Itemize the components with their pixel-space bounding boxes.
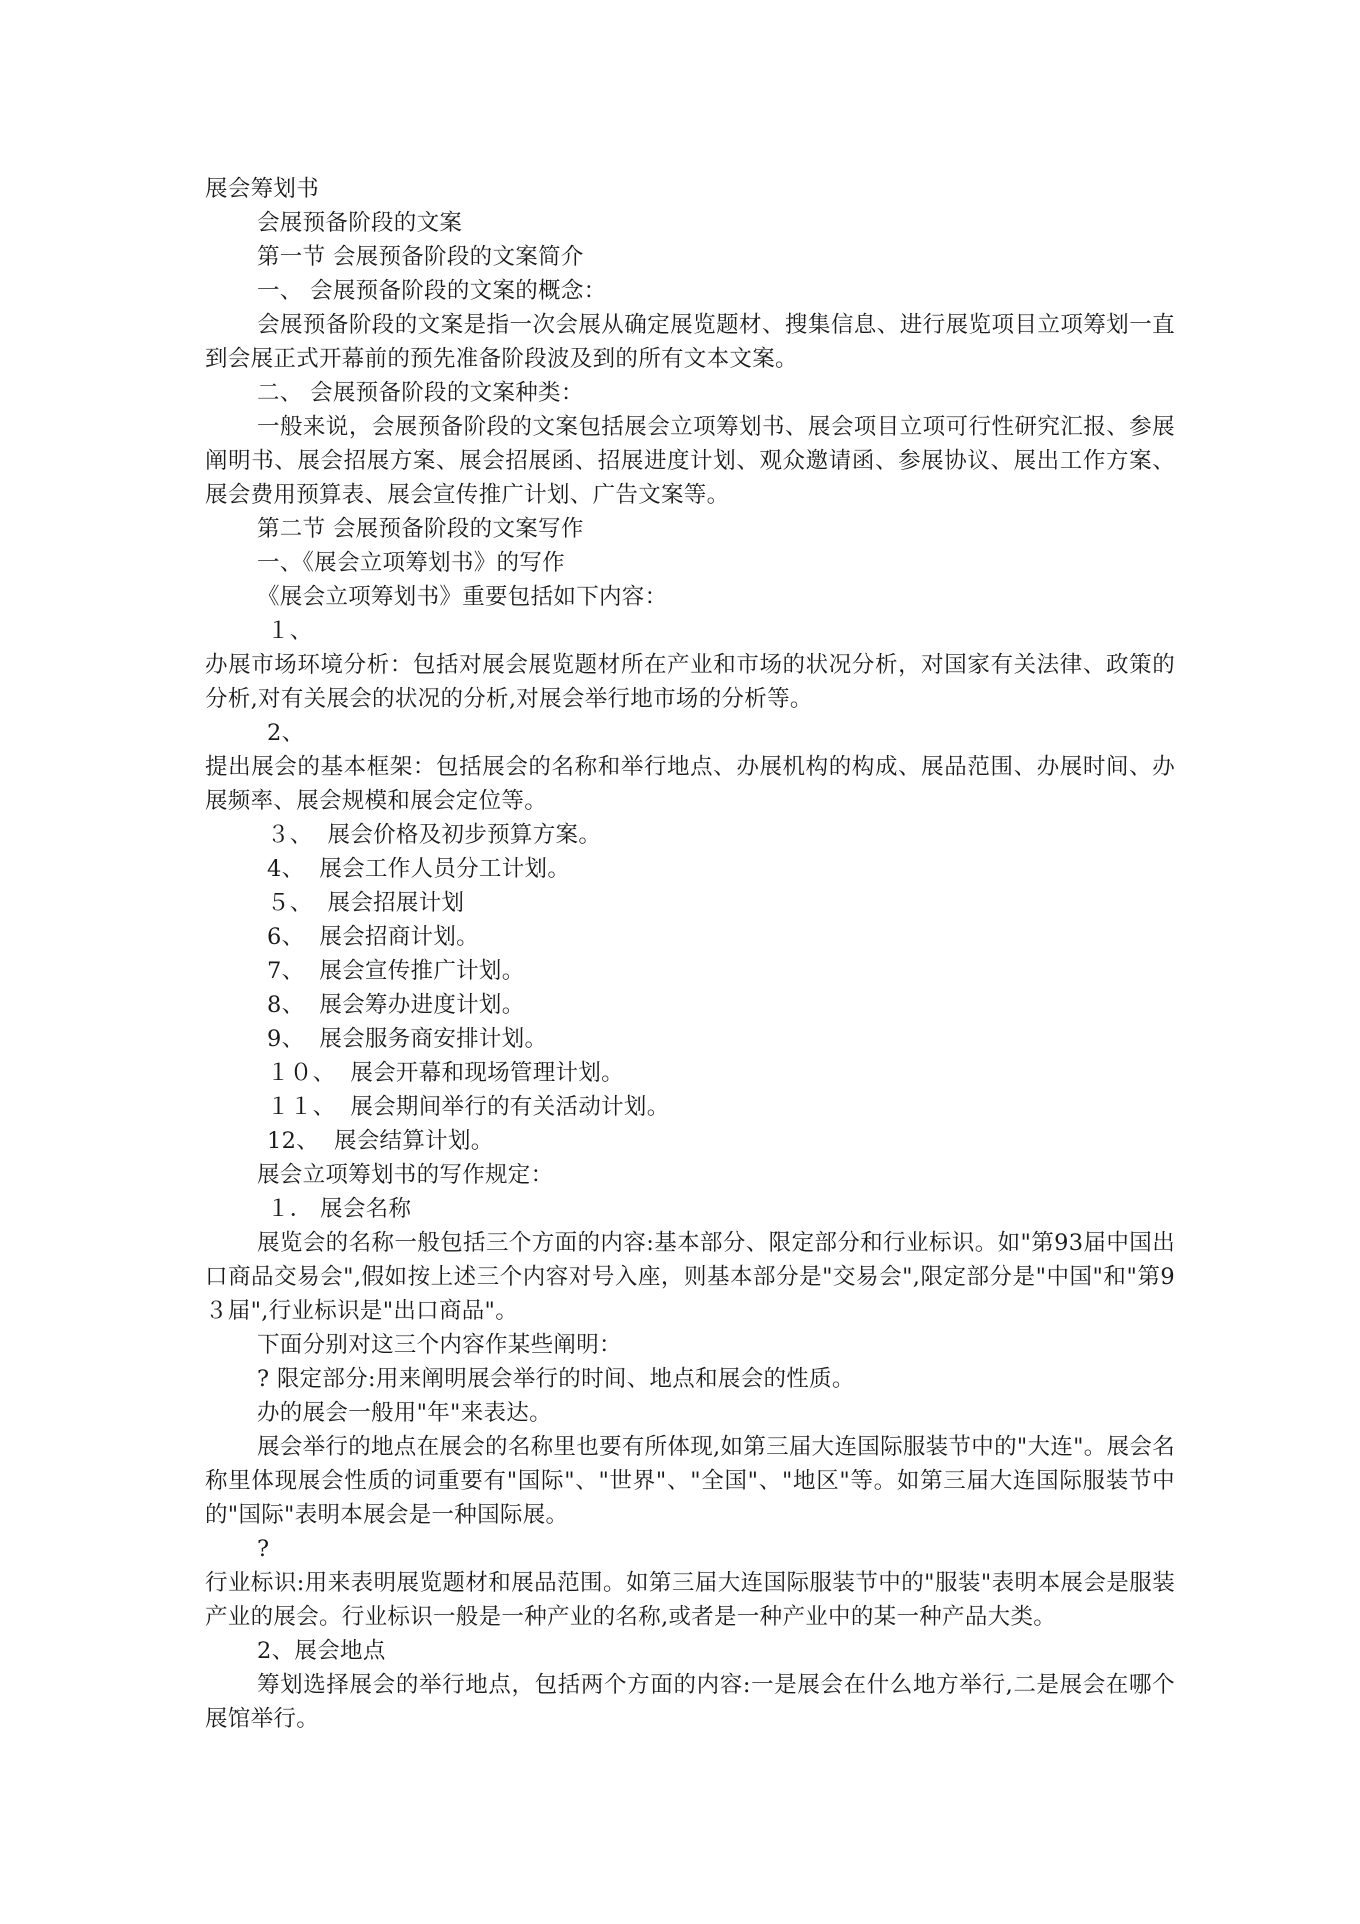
- list-item: [205, 1022, 1175, 1056]
- section-heading: 第一节 会展预备阶段的文案简介: [257, 244, 584, 270]
- subsection-heading: 一、《展会立项筹划书》的写作: [257, 550, 565, 576]
- list-item: [205, 1090, 1175, 1124]
- list-item: [205, 954, 1175, 988]
- list-item: [205, 886, 1175, 920]
- subsection-heading: 一、 会展预备阶段的文案的概念：: [257, 278, 607, 304]
- paragraph: 办的展会一般用"年"来表达。: [257, 1400, 552, 1426]
- list-item-text: 展会服务商安排计划。: [319, 1026, 548, 1052]
- list-item-number: １１、: [267, 1094, 336, 1120]
- subsection-heading: 展会立项筹划书的写作规定：: [257, 1162, 554, 1188]
- list-item: [205, 1124, 1175, 1158]
- list-item-text: 展会宣传推广计划。: [319, 958, 525, 984]
- paragraph: 《展会立项筹划书》重要包括如下内容：: [257, 584, 668, 610]
- list-item-number: １、: [267, 618, 313, 644]
- list-item: [205, 988, 1175, 1022]
- subsection-heading: １． 展会名称: [267, 1196, 412, 1222]
- list-item-number: 12、: [267, 1128, 320, 1154]
- paragraph: ?: [257, 1536, 270, 1562]
- list-item-number: 8、: [267, 992, 305, 1018]
- paragraph: 展览会的名称一般包括三个方面的内容:基本部分、限定部分和行业标识。如"第93届中国出口商品交易会",假如按上述三个内容对号入座，则基本部分是"交易会",限定部分是"中国"和"第9３届",行业标识是"出口商品"。: [205, 1230, 1175, 1324]
- list-item-text: 展会工作人员分工计划。: [319, 856, 571, 882]
- document-page: [205, 172, 1175, 1736]
- paragraph: 展会举行的地点在展会的名称里也要有所体现,如第三届大连国际服装节中的"大连"。展会名称里体现展会性质的词重要有"国际"、"世界"、"全国"、"地区"等。如第三届大连国际服装节中的"国际"表明本展会是一种国际展。: [205, 1434, 1175, 1528]
- list-item-number: 4、: [267, 856, 305, 882]
- list-item-number: ３、: [267, 822, 313, 848]
- document-title: 展会筹划书: [205, 176, 320, 202]
- list-item-text: 展会价格及初步预算方案。: [327, 822, 602, 848]
- list-item-text: 展会招商计划。: [319, 924, 479, 950]
- list-item-text: 展会结算计划。: [333, 1128, 494, 1154]
- list-item-number: 7、: [267, 958, 305, 984]
- list-item: [205, 1056, 1175, 1090]
- chapter-heading: 会展预备阶段的文案: [257, 210, 463, 236]
- list-item-text: 展会招展计划: [327, 890, 465, 916]
- list-item-text: 展会期间举行的有关活动计划。: [350, 1094, 670, 1120]
- paragraph: ? 限定部分:用来阐明展会举行的时间、地点和展会的性质。: [257, 1366, 855, 1392]
- list-item: [205, 818, 1175, 852]
- list-item-text: 提出展会的基本框架：包括展会的名称和举行地点、办展机构的构成、展品范围、办展时间、办展频率、展会规模和展会定位等。: [205, 754, 1175, 814]
- section-heading: 第二节 会展预备阶段的文案写作: [257, 516, 584, 542]
- list-item-number: １０、: [267, 1060, 336, 1086]
- subsection-heading: 2、展会地点: [257, 1638, 386, 1664]
- paragraph: 行业标识:用来表明展览题材和展品范围。如第三届大连国际服装节中的"服装"表明本展会是服装产业的展会。行业标识一般是一种产业的名称,或者是一种产业中的某一种产品大类。: [205, 1570, 1175, 1630]
- list-item-text: 展会筹办进度计划。: [319, 992, 525, 1018]
- paragraph: 会展预备阶段的文案是指一次会展从确定展览题材、搜集信息、进行展览项目立项筹划一直到会展正式开幕前的预先准备阶段波及到的所有文本文案。: [205, 312, 1175, 372]
- list-item: [205, 920, 1175, 954]
- paragraph: 一般来说，会展预备阶段的文案包括展会立项筹划书、展会项目立项可行性研究汇报、参展阐明书、展会招展方案、展会招展函、招展进度计划、观众邀请函、参展协议、展出工作方案、展会费用预算表、展会宣传推广计划、广告文案等。: [205, 414, 1175, 508]
- list-item: [205, 852, 1175, 886]
- list-item-number: 6、: [267, 924, 305, 950]
- list-item-number: ５、: [267, 890, 313, 916]
- list-item-number: 2、: [267, 720, 305, 746]
- list-item-text: 展会开幕和现场管理计划。: [350, 1060, 624, 1086]
- paragraph: 下面分别对这三个内容作某些阐明：: [257, 1332, 622, 1358]
- list-item-text: 办展市场环境分析：包括对展会展览题材所在产业和市场的状况分析，对国家有关法律、政策的分析,对有关展会的状况的分析,对展会举行地市场的分析等。: [205, 652, 1175, 712]
- list-item-number: 9、: [267, 1026, 305, 1052]
- paragraph: 筹划选择展会的举行地点，包括两个方面的内容:一是展会在什么地方举行,二是展会在哪个展馆举行。: [205, 1672, 1175, 1732]
- subsection-heading: 二、 会展预备阶段的文案种类：: [257, 380, 584, 406]
